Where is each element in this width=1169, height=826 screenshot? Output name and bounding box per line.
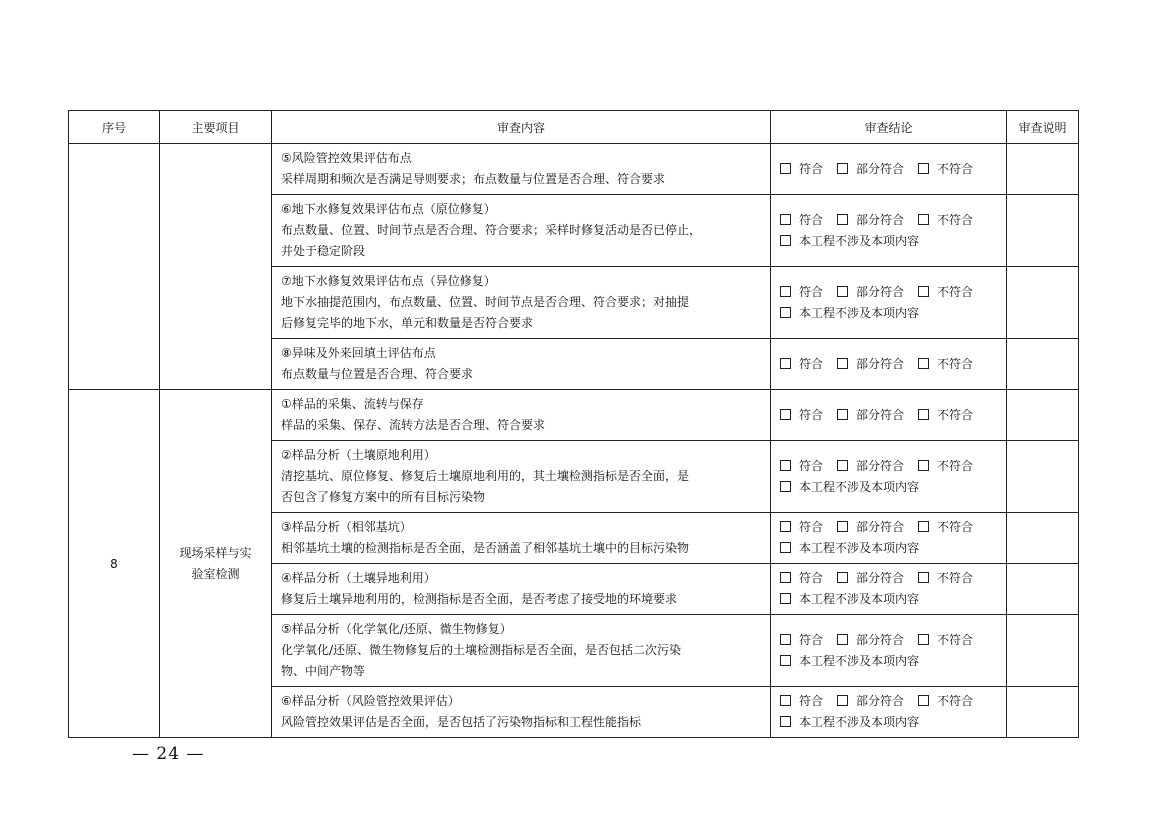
checkbox-icon [918, 572, 929, 583]
checkbox-conform[interactable]: 符合 [780, 159, 823, 180]
conclusion-options [771, 144, 1007, 195]
item-title: ①样品的采集、流转与保存 [281, 397, 424, 411]
checkbox-icon [918, 460, 929, 471]
project-name-line: 验室检测 [191, 566, 240, 581]
conclusion-options [771, 267, 1007, 339]
seq-cell: 8 [69, 390, 160, 738]
checkbox-icon [837, 163, 848, 174]
header-project: 主要项目 [160, 111, 272, 144]
item-detail: 否包含了修复方案中的所有目标污染物 [281, 490, 486, 504]
review-content [272, 390, 771, 441]
checkbox-not-applicable[interactable]: 本工程不涉及本项内容 [780, 712, 919, 733]
checkbox-not-applicable[interactable]: 本工程不涉及本项内容 [780, 303, 919, 324]
checkbox-partial[interactable]: 部分符合 [837, 282, 904, 303]
note-cell[interactable] [1007, 195, 1079, 267]
checkbox-not-applicable[interactable]: 本工程不涉及本项内容 [780, 231, 919, 252]
checkbox-icon [780, 163, 791, 174]
checkbox-icon [837, 695, 848, 706]
checkbox-icon [780, 307, 791, 318]
review-content [272, 513, 771, 564]
checkbox-conform[interactable]: 符合 [780, 405, 823, 426]
project-name-line: 现场采样与实 [179, 545, 252, 560]
note-cell[interactable] [1007, 390, 1079, 441]
item-title: ③样品分析（相邻基坑） [281, 520, 412, 534]
item-detail: 地下水抽提范围内，布点数量、位置、时间节点是否合理、符合要求；对抽提 [281, 295, 690, 309]
checkbox-nonconform[interactable]: 不符合 [918, 517, 973, 538]
item-detail: 风险管控效果评估是否全面，是否包括了污染物指标和工程性能指标 [281, 715, 642, 729]
checkbox-nonconform[interactable]: 不符合 [918, 630, 973, 651]
checkbox-conform[interactable]: 符合 [780, 354, 823, 375]
review-content [272, 339, 771, 390]
conclusion-options [771, 687, 1007, 738]
checkbox-icon [918, 286, 929, 297]
conclusion-options [771, 564, 1007, 615]
checkbox-partial[interactable]: 部分符合 [837, 568, 904, 589]
header-seq: 序号 [69, 111, 160, 144]
checkbox-nonconform[interactable]: 不符合 [918, 210, 973, 231]
conclusion-options [771, 441, 1007, 513]
checkbox-icon [918, 634, 929, 645]
checkbox-icon [780, 593, 791, 604]
checkbox-conform[interactable]: 符合 [780, 517, 823, 538]
review-content [272, 144, 771, 195]
review-content [272, 564, 771, 615]
item-title: ⑦地下水修复效果评估布点（异位修复） [281, 274, 496, 288]
item-detail: 采样周期和频次是否满足导则要求；布点数量与位置是否合理、符合要求 [281, 172, 666, 186]
checkbox-nonconform[interactable]: 不符合 [918, 282, 973, 303]
checkbox-not-applicable[interactable]: 本工程不涉及本项内容 [780, 538, 919, 559]
item-detail: 修复后土壤异地利用的，检测指标是否全面，是否考虑了接受地的环境要求 [281, 592, 678, 606]
checkbox-icon [837, 634, 848, 645]
checkbox-conform[interactable]: 符合 [780, 630, 823, 651]
conclusion-options [771, 513, 1007, 564]
checkbox-icon [837, 572, 848, 583]
checkbox-icon [780, 716, 791, 727]
checkbox-icon [780, 235, 791, 246]
review-content [272, 615, 771, 687]
item-title: ④样品分析（土壤异地利用） [281, 571, 436, 585]
table-row [69, 390, 1079, 441]
note-cell[interactable] [1007, 513, 1079, 564]
review-content [272, 267, 771, 339]
checkbox-conform[interactable]: 符合 [780, 210, 823, 231]
checkbox-icon [837, 460, 848, 471]
checkbox-conform[interactable]: 符合 [780, 691, 823, 712]
checkbox-partial[interactable]: 部分符合 [837, 517, 904, 538]
checkbox-conform[interactable]: 符合 [780, 282, 823, 303]
conclusion-options [771, 390, 1007, 441]
review-table [68, 110, 1079, 738]
item-detail: 样品的采集、保存、流转方法是否合理、符合要求 [281, 418, 546, 432]
checkbox-icon [918, 409, 929, 420]
note-cell[interactable] [1007, 144, 1079, 195]
note-cell[interactable] [1007, 615, 1079, 687]
checkbox-icon [780, 695, 791, 706]
page-number: — 24 — [132, 744, 205, 764]
item-detail: 后修复完毕的地下水，单元和数量是否符合要求 [281, 316, 534, 330]
checkbox-nonconform[interactable]: 不符合 [918, 456, 973, 477]
checkbox-icon [918, 521, 929, 532]
checkbox-not-applicable[interactable]: 本工程不涉及本项内容 [780, 589, 919, 610]
checkbox-icon [837, 409, 848, 420]
seq-cell-empty [69, 144, 160, 390]
project-cell-empty [160, 144, 272, 390]
checkbox-not-applicable[interactable]: 本工程不涉及本项内容 [780, 651, 919, 672]
checkbox-conform[interactable]: 符合 [780, 456, 823, 477]
checkbox-partial[interactable]: 部分符合 [837, 210, 904, 231]
note-cell[interactable] [1007, 441, 1079, 513]
checkbox-icon [780, 358, 791, 369]
checkbox-icon [780, 481, 791, 492]
project-cell [160, 390, 272, 738]
note-cell[interactable] [1007, 339, 1079, 390]
review-content [272, 441, 771, 513]
checkbox-icon [780, 460, 791, 471]
item-detail: 布点数量与位置是否合理、符合要求 [281, 367, 474, 381]
conclusion-options [771, 195, 1007, 267]
item-detail: 并处于稳定阶段 [281, 244, 366, 258]
table-row [69, 144, 1079, 195]
item-detail: 清挖基坑、原位修复、修复后土壤原地利用的，其土壤检测指标是否全面，是 [281, 469, 690, 483]
checkbox-icon [780, 542, 791, 553]
checkbox-icon [780, 286, 791, 297]
checkbox-nonconform[interactable]: 不符合 [918, 405, 973, 426]
item-title: ⑤样品分析（化学氧化/还原、微生物修复） [281, 622, 512, 636]
checkbox-nonconform[interactable]: 不符合 [918, 159, 973, 180]
item-detail: 布点数量、位置、时间节点是否合理、符合要求；采样时修复活动是否已停止， [281, 223, 702, 237]
header-row [69, 111, 1079, 144]
checkbox-icon [837, 286, 848, 297]
checkbox-partial[interactable]: 部分符合 [837, 405, 904, 426]
note-cell[interactable] [1007, 564, 1079, 615]
checkbox-icon [918, 163, 929, 174]
checkbox-icon [837, 358, 848, 369]
conclusion-options [771, 615, 1007, 687]
checkbox-icon [780, 655, 791, 666]
checkbox-partial[interactable]: 部分符合 [837, 630, 904, 651]
checkbox-partial[interactable]: 部分符合 [837, 354, 904, 375]
conclusion-options [771, 339, 1007, 390]
header-conclusion: 审查结论 [771, 111, 1007, 144]
note-cell[interactable] [1007, 687, 1079, 738]
checkbox-icon [918, 695, 929, 706]
checkbox-nonconform[interactable]: 不符合 [918, 691, 973, 712]
checkbox-icon [837, 214, 848, 225]
item-detail: 相邻基坑土壤的检测指标是否全面，是否涵盖了相邻基坑土壤中的目标污染物 [281, 541, 690, 555]
checkbox-partial[interactable]: 部分符合 [837, 456, 904, 477]
checkbox-partial[interactable]: 部分符合 [837, 159, 904, 180]
item-detail: 化学氧化/还原、微生物修复后的土壤检测指标是否全面，是否包括二次污染 [281, 643, 682, 657]
checkbox-not-applicable[interactable]: 本工程不涉及本项内容 [780, 477, 919, 498]
checkbox-icon [837, 521, 848, 532]
item-detail: 物、中间产物等 [281, 664, 366, 678]
checkbox-partial[interactable]: 部分符合 [837, 691, 904, 712]
checkbox-icon [780, 634, 791, 645]
checkbox-nonconform[interactable]: 不符合 [918, 568, 973, 589]
item-title: ⑥样品分析（风险管控效果评估） [281, 694, 460, 708]
header-note: 审查说明 [1007, 111, 1079, 144]
item-title: ⑧异味及外来回填土评估布点 [281, 346, 436, 360]
header-content: 审查内容 [272, 111, 771, 144]
item-title: ②样品分析（土壤原地利用） [281, 448, 436, 462]
note-cell[interactable] [1007, 267, 1079, 339]
checkbox-conform[interactable]: 符合 [780, 568, 823, 589]
item-title: ⑥地下水修复效果评估布点（原位修复） [281, 202, 496, 216]
checkbox-icon [780, 521, 791, 532]
checkbox-icon [780, 214, 791, 225]
checkbox-icon [780, 409, 791, 420]
review-content [272, 687, 771, 738]
checkbox-nonconform[interactable]: 不符合 [918, 354, 973, 375]
item-title: ⑤风险管控效果评估布点 [281, 151, 412, 165]
review-content [272, 195, 771, 267]
checkbox-icon [918, 358, 929, 369]
checkbox-icon [780, 572, 791, 583]
checkbox-icon [918, 214, 929, 225]
